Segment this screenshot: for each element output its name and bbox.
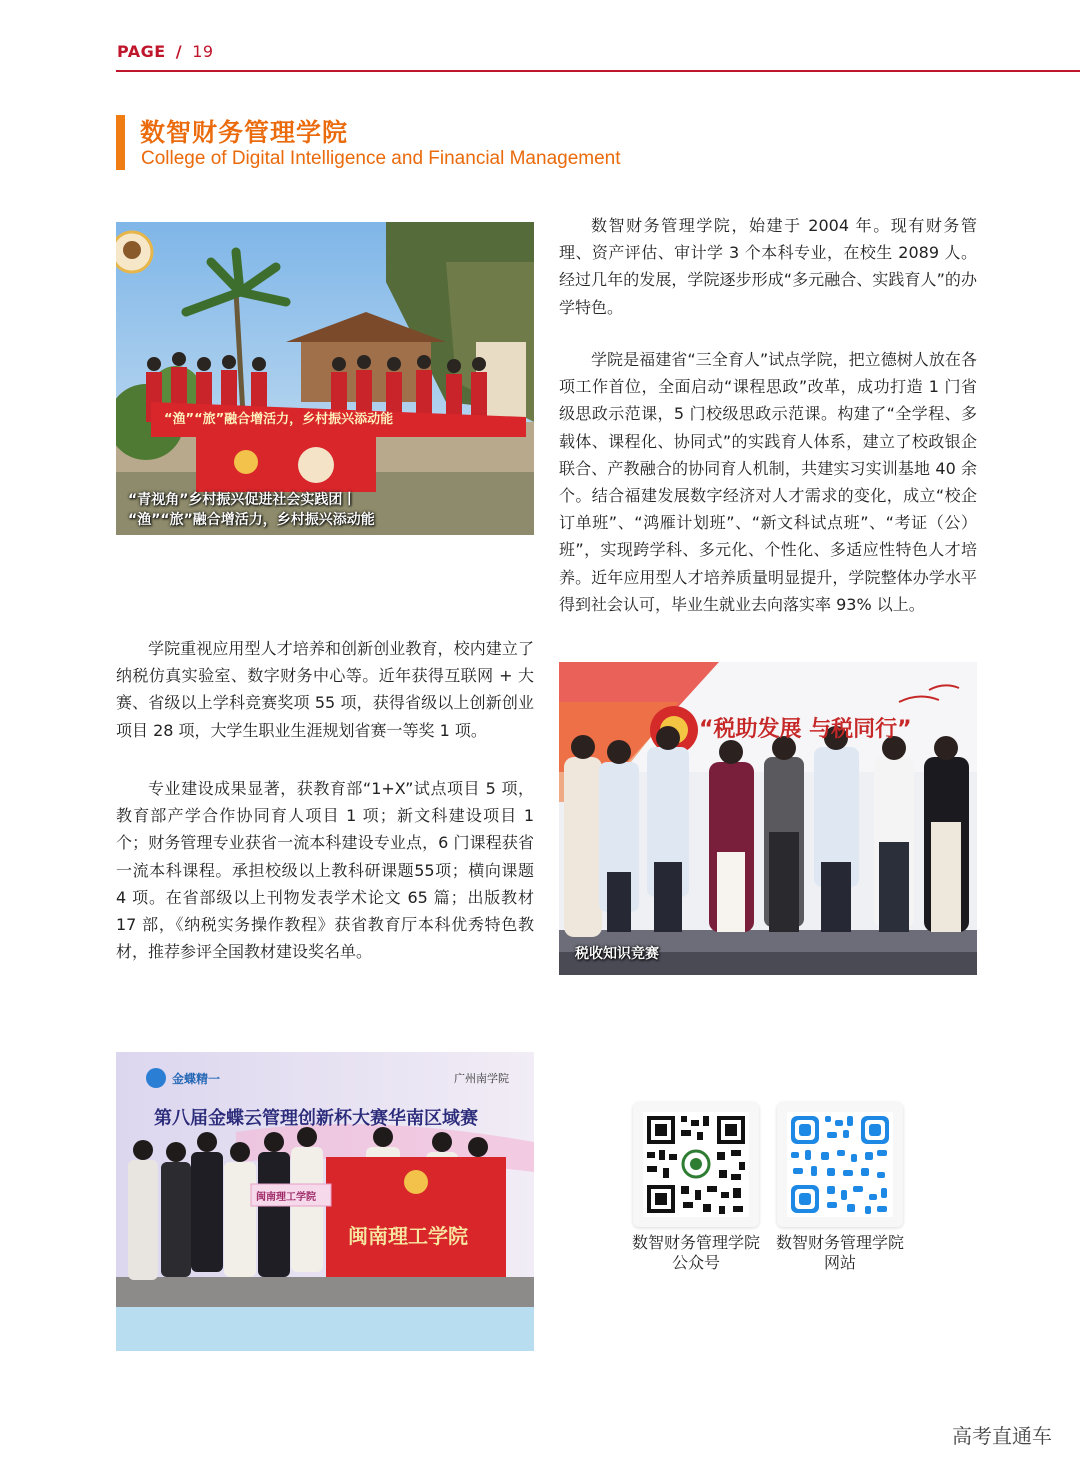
section-title-cn: 数智财务管理学院 (140, 118, 349, 147)
qr-card-wechat (633, 1102, 759, 1227)
photo-social-practice (116, 222, 534, 535)
paragraph-pilot: 学院是福建省“三全育人”试点学院，把立德树人放在各项工作首位，全面启动“课程思政”改革，成功打造 1 门省级思政示范课，5 门校级思政示范课。构建了“全学程、多载体、课程化、协同式”的实践育人体系，建立了校政银企联合、产教融合的协同育人机制，共建实习实训基地 40 余个。结合福建发展数字经济对人才需求的变化，成立“校企订单班”、“鸿雁计划班”、“新文科试点班”、“考证（公）班”，实现跨学科、多元化、个性化、多适应性特色人才培养。近年应用型人才培养质量明显提升，学院整体办学水平得到社会认可，毕业生就业去向落实率 93% 以上。 (559, 350, 977, 614)
photo1-caption-line2: “渔”“旅”融合增活力，乡村振兴添动能 (128, 512, 375, 528)
paragraph-intro: 数智财务管理学院，始建于 2004 年。现有财务管理、资产评估、审计学 3 个本科专业，在校生 2089 人。经过几年的发展，学院逐步形成“多元融合、实践育人”的办学特色。 (559, 216, 977, 317)
paragraph-achievements: 专业建设成果显著，获教育部“1+X”试点项目 5 项，教育部产学合作协同育人项目 1 项；新文科建设项目 1 个；财务管理专业获省一流本科建设专业点，6 门课程获省一流本科课程。承担校级以上教科研课题55项；横向课题 4 项。在省部级以上刊物发表学术论文 65 篇；出版教材 17 部，《纳税实务操作教程》获省教育厅本科优秀特色教材，推荐参评全国教材建设奖名单。 (116, 779, 534, 962)
page-label (117, 42, 214, 61)
photo-tax-contest (559, 662, 977, 975)
photo-tax-contest-image (559, 662, 977, 975)
title-accent-bar (116, 115, 125, 170)
photo1-caption-line1: “青视角”乡村振兴促进社会实践团丨 (128, 492, 357, 508)
section-title-en: College of Digital Intelligence and Financial Management (141, 148, 621, 169)
qr-label-wechat-line1: 数智财务管理学院 (631, 1233, 760, 1252)
paragraph-innovation: 学院重视应用型人才培养和创新创业教育，校内建立了纳税仿真实验室、数字财务中心等。近年获得互联网 + 大赛、省级以上学科竞赛奖项 55 项，获得省级以上创新创业项目 28 项，大学生职业生涯规划省赛一等奖 1 项。 (116, 639, 534, 740)
photo-innovation-cup-image (116, 1052, 534, 1351)
qr-label-wechat (620, 1233, 772, 1273)
photo1-banner-text: “渔”“旅”融合增活力，乡村振兴添动能 (164, 412, 394, 427)
qr-label-website-line1: 数智财务管理学院 (775, 1233, 904, 1252)
qr-label-website (764, 1233, 916, 1273)
photo3-flag-text: 闽南理工学院 (348, 1224, 468, 1248)
page-number: 19 (192, 42, 214, 61)
photo3-headline: 第八届金蝶云管理创新杯大赛华南区域赛 (154, 1108, 478, 1129)
page-prefix: PAGE (117, 42, 166, 61)
watermark: 高考直通车 (952, 1424, 1052, 1448)
qr-label-wechat-line2: 公众号 (671, 1253, 720, 1272)
header-rule (116, 70, 1080, 72)
photo3-logo-right: 广州南学院 (454, 1072, 509, 1085)
page-separator: / (175, 42, 183, 61)
qr-label-website-line2: 网站 (823, 1253, 856, 1272)
photo3-sign-text: 闽南理工学院 (256, 1192, 316, 1203)
qr-code-icon (777, 1102, 903, 1227)
qr-code-icon (633, 1102, 759, 1227)
qr-card-website (777, 1102, 903, 1227)
photo-innovation-cup (116, 1052, 534, 1351)
photo2-backdrop-title: “税助发展 与税同行” (699, 717, 912, 742)
photo3-logo-left: 金蝶精一 (172, 1072, 221, 1086)
photo2-caption: 税收知识竞赛 (575, 946, 659, 962)
